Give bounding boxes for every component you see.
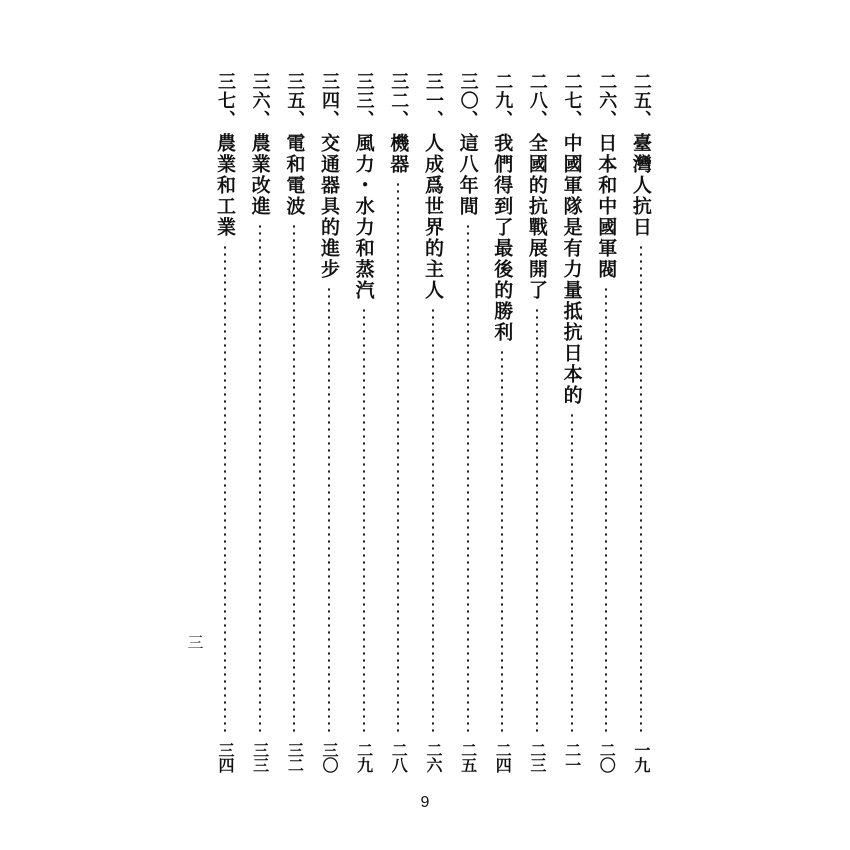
- table-of-contents: [210, 72, 656, 772]
- section-page-marker: 三: [185, 634, 204, 650]
- toc-entry-page: 三三: [250, 742, 270, 772]
- toc-entry: [626, 72, 656, 772]
- toc-entry-number: 三五、: [284, 72, 306, 129]
- toc-entry-number: 三二、: [388, 72, 410, 129]
- toc-entry-title: 農業和工業: [214, 133, 236, 238]
- toc-entry-number: 三六、: [249, 72, 271, 129]
- toc-entry-title: 這八年間: [456, 133, 479, 217]
- dot-leader: [432, 307, 434, 736]
- dot-leader: [467, 223, 469, 736]
- toc-entry-page: 三〇: [319, 742, 339, 772]
- toc-entry: [522, 72, 552, 772]
- dot-leader: [363, 307, 365, 736]
- toc-entry-page: 三二: [285, 742, 305, 772]
- dot-leader: [536, 307, 538, 736]
- toc-entry-page: 一九: [631, 742, 651, 772]
- toc-entry-title: 中國軍隊是有力量抵抗日本的: [560, 133, 583, 406]
- toc-entry-page: 二〇: [597, 742, 617, 772]
- toc-entry-number: 三一、: [422, 72, 444, 129]
- toc-entry-number: 二六、: [596, 72, 618, 129]
- toc-entry-number: 二八、: [526, 72, 548, 129]
- toc-entry-page: 二四: [493, 742, 513, 772]
- dot-leader: [259, 223, 261, 736]
- toc-entry-title: 交通器具的進步: [317, 133, 340, 280]
- toc-entry: [314, 72, 344, 772]
- toc-entry-number: 三〇、: [457, 72, 479, 129]
- toc-entry-number: 二七、: [561, 72, 583, 129]
- dot-leader: [605, 286, 607, 736]
- dot-leader: [293, 223, 295, 736]
- toc-entry: [279, 72, 309, 772]
- toc-entry-page: 二五: [458, 742, 478, 772]
- toc-entry-title: 電和電波: [283, 133, 306, 217]
- toc-entry-page: 二一: [562, 742, 582, 772]
- toc-entry-page: 二六: [423, 742, 443, 772]
- toc-entry-number: 二九、: [492, 72, 514, 129]
- toc-entry-number: 三七、: [215, 72, 236, 129]
- toc-entry-title: 風力・水力和蒸汽: [352, 133, 375, 301]
- toc-entry-title: 農業改進: [248, 133, 271, 217]
- toc-entry-number: 三三、: [353, 72, 375, 129]
- toc-entry: [453, 72, 483, 772]
- toc-entry: [210, 72, 240, 772]
- toc-entry-title: 全國的抗戰展開了: [525, 133, 548, 301]
- toc-entry-title: 我們得到了最後的勝利: [491, 133, 514, 343]
- toc-entry-number: 二五、: [630, 72, 652, 129]
- toc-entry: [418, 72, 448, 772]
- toc-entry-title: 臺灣人抗日: [629, 133, 652, 238]
- toc-entry-title: 機器: [387, 133, 410, 175]
- toc-entry: [245, 72, 275, 772]
- dot-leader: [571, 412, 573, 736]
- toc-entry: [383, 72, 413, 772]
- dot-leader: [640, 244, 642, 736]
- toc-entry-title: 人成爲世界的主人: [421, 133, 444, 301]
- toc-entry-page: 二八: [389, 742, 409, 772]
- toc-entry-page: 二三: [527, 742, 547, 772]
- toc-entry-number: 三四、: [318, 72, 340, 129]
- toc-entry: [591, 72, 621, 772]
- toc-entry: [349, 72, 379, 772]
- dot-leader: [397, 181, 399, 736]
- toc-entry-page: 二九: [354, 742, 374, 772]
- toc-entry-page: 三四: [216, 742, 235, 772]
- dot-leader: [501, 349, 503, 736]
- toc-entry: [557, 72, 587, 772]
- toc-entry: [487, 72, 517, 772]
- page-number: 9: [420, 794, 430, 811]
- toc-entry-title: 日本和中國軍閥: [595, 133, 618, 280]
- dot-leader: [328, 286, 330, 736]
- dot-leader: [224, 244, 226, 736]
